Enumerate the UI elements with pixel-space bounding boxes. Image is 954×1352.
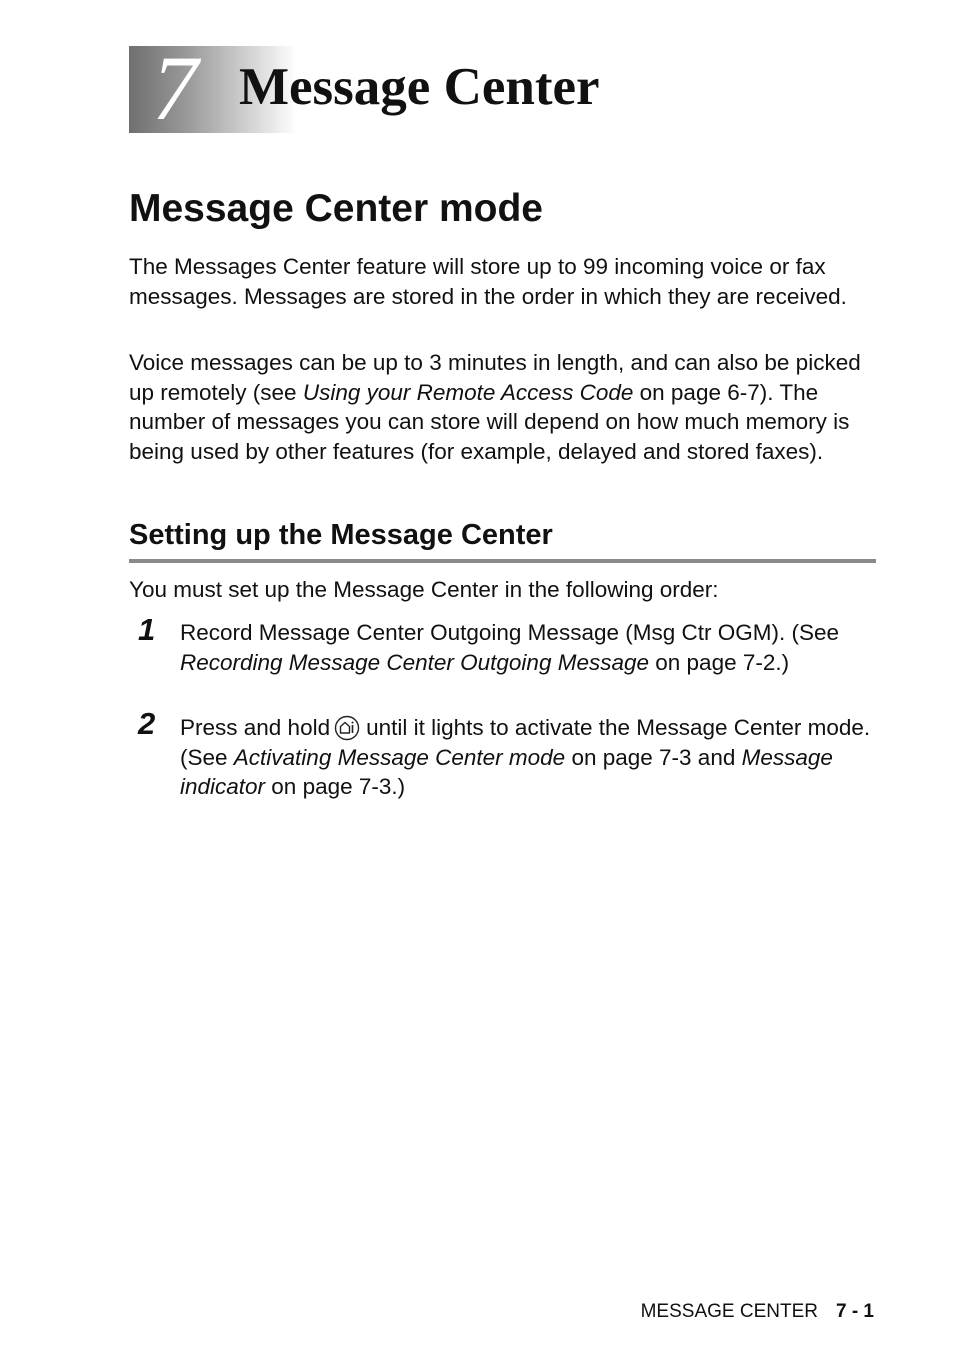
activating-mode-reference: Activating Message Center mode	[233, 744, 566, 770]
step-1-text-after: on page 7-2.)	[649, 649, 790, 675]
subsection-intro: You must set up the Message Center in the following order:	[129, 577, 719, 602]
step-2-text	[180, 713, 880, 802]
section-paragraph-1: The Messages Center feature will store up to 99 incoming voice or fax messages. Messages are stored in the order in which they are received.	[129, 254, 847, 309]
step-1-number: 1	[138, 612, 156, 647]
recording-ogm-reference: Recording Message Center Outgoing Message	[180, 649, 650, 675]
subsection-heading: Setting up the Message Center	[129, 519, 553, 551]
footer-label: MESSAGE CENTER	[640, 1301, 818, 1322]
message-center-key-icon	[334, 715, 360, 741]
page-footer	[641, 1299, 874, 1325]
message-indicator-reference: Message indicator	[180, 744, 833, 799]
step-2-text-middle: until it lights to activate the Message Center mode. (See	[180, 715, 871, 770]
paragraph-2-text-before: Voice messages can be up to 3 minutes in length, and can also be picked up remotely (see	[129, 350, 861, 405]
paragraph-2-text-after: on page 6-7). The number of messages you can store will depend on how much memory is being used by other features (for example, delayed and stored faxes).	[129, 379, 850, 464]
step-2-number: 2	[138, 706, 156, 741]
step-2-text-before: Press and hold	[180, 715, 331, 740]
step-1-text	[180, 618, 880, 677]
chapter-number: 7	[152, 37, 198, 139]
page-number: 7 - 1	[835, 1301, 874, 1322]
section-paragraph-2	[129, 348, 879, 466]
remote-access-code-reference: Using your Remote Access Code	[302, 379, 634, 405]
section-heading: Message Center mode	[129, 187, 543, 230]
step-1-text-before: Record Message Center Outgoing Message (Msg Ctr OGM). (See	[180, 620, 839, 645]
heading-rule	[129, 559, 876, 563]
step-2-text-between: on page 7-3 and	[565, 744, 742, 770]
step-2-text-after: on page 7-3.)	[265, 774, 406, 799]
chapter-title: Message Center	[239, 58, 600, 116]
